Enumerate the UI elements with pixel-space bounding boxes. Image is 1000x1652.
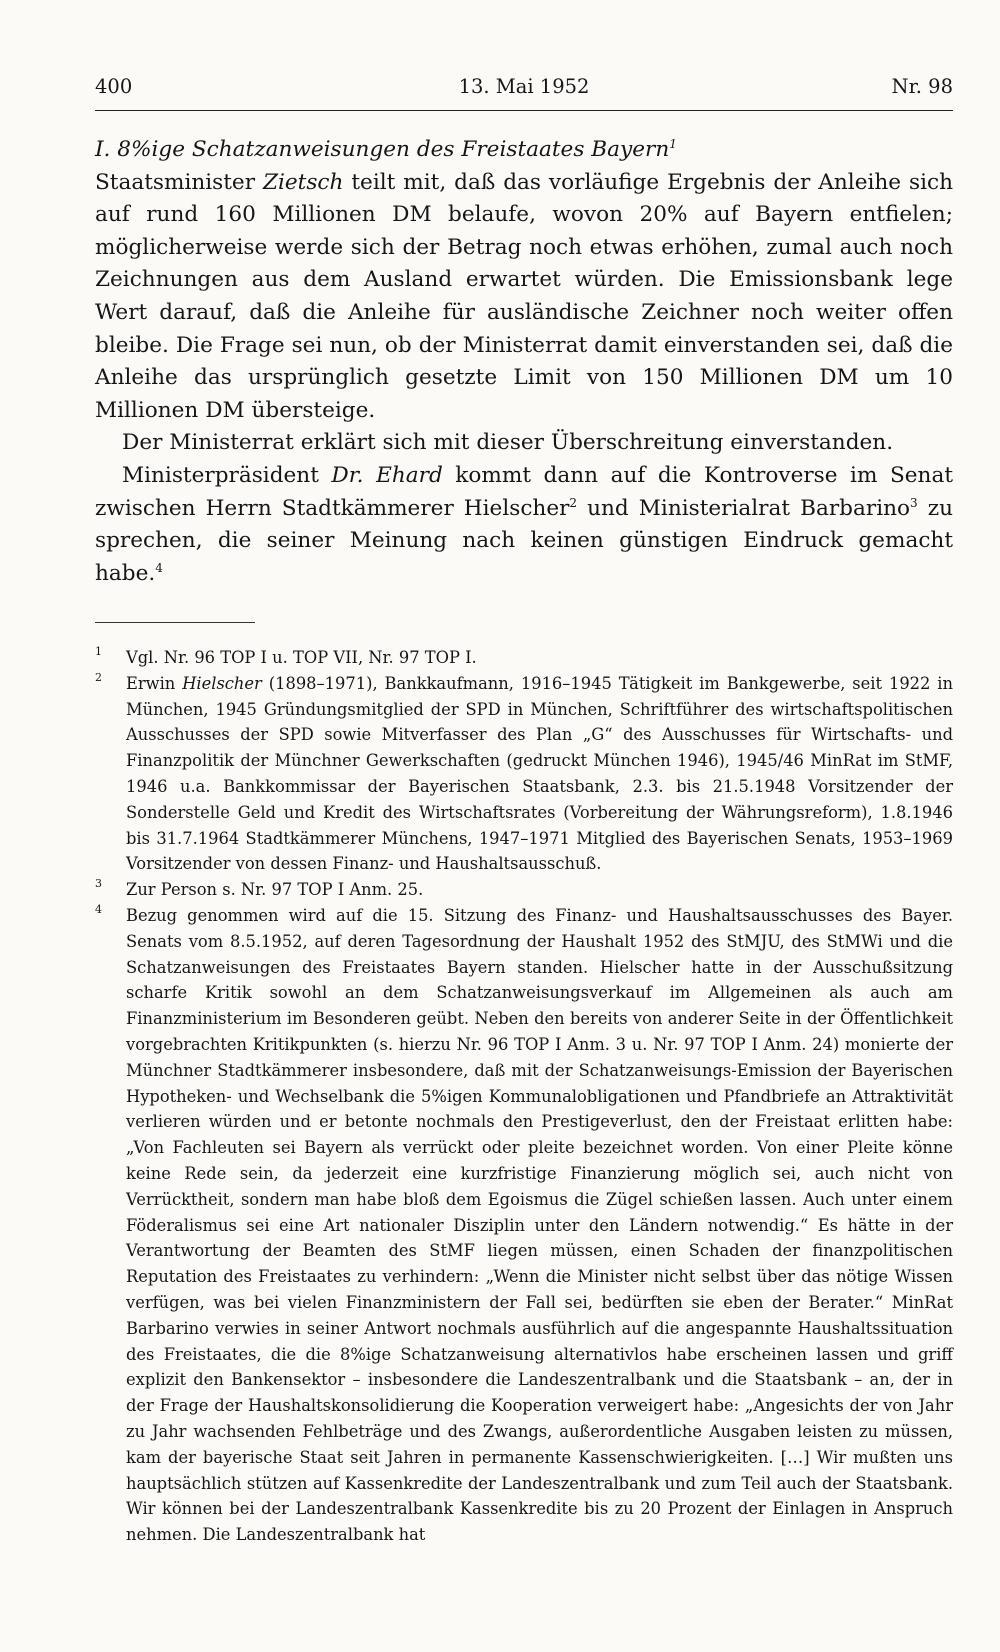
footnote-ref-4: 4 bbox=[155, 560, 163, 575]
paragraph-text: kommt dann auf die Kontroverse im Senat zwischen Herrn Stadtkämmerer Hielscher bbox=[95, 462, 953, 521]
footnote-text: Bezug genommen wird auf die 15. Sitzung des Finanz- und Haushaltsausschusses des Bayer. Senats vom 8.5.1952, auf deren Tagesordnung der Haushalt 1952 des StMJU, des StMWi und die Schatzanweisungen des Freistaates Bayern standen. Hielscher hatte in der Ausschußsitzung scharfe Kritik sowohl an dem Schatzanweisungsverkauf im Allgemeinen als auch am Finanzministerium im Besonderen geübt. Neben den bereits von anderer Seite in der Öffentlichkeit vorgebrachten Kritikpunkten (s. hierzu Nr. 96 TOP I Anm. 3 u. Nr. 97 TOP I Anm. 24) monierte der Münchner Stadtkämmerer insbesondere, daß mit der Schatzanweisungs-Emission der Bayerischen Hypotheken- und Wechselbank die 5%igen Kommunalobligationen und Pfandbriefe an Attraktivität verlieren würden und er betonte nochmals den Prestigeverlust, den der Freistaat erlitten habe: „Von Fachleuten sei Bayern als verrückt oder pleite bezeichnet worden. Von einer Pleite könne keine Rede sein, da jederzeit eine kurzfristige Finanzierung möglich sei, auch nicht von Verrücktheit, sondern man habe bloß dem Egoismus die Zügel schießen lassen. Auch unter einem Föderalismus sei eine Art nationaler Disziplin unter den Ländern notwendig.“ Es hätte in der Verantwortung der Beamten des StMF liegen müssen, einen Schaden der finanzpolitischen Reputation des Freistaates zu verhindern: „Wenn die Minister nicht selbst über das nötige Wissen verfügen, was bei vielen Finanzministern der Fall sei, bedürften sie eben der Berater.“ MinRat Barbarino verwies in seiner Antwort nochmals ausführlich auf die angespannte Haushaltssituation des Freistaates, die die 8%ige Schatzanweisung alternativlos habe erscheinen lassen und griff explizit den Bankensektor – insbesondere die Landeszentralbank und die Staatsbank – an, der in der Frage der Haushaltskonsolidierung die Kooperation verweigert habe: „Angesichts der von Jahr zu Jahr wachsenden Fehlbeträge und des Zwangs, außerordentliche Ausgaben leisten zu müssen, kam der bayerische Staat seit Jahren in permanente Kassenschwierigkeiten. […] Wir mußten uns hauptsächlich stützen auf Kassenkredite der Landeszentralbank und zum Teil auch der Staatsbank. Wir können bei der Landeszentralbank Kassenkredite bis zu 20 Prozent der Einlagen in Anspruch nehmen. Die Landeszentralbank hat bbox=[126, 905, 953, 1545]
footnote-3 bbox=[95, 877, 953, 903]
footnote-1 bbox=[95, 645, 953, 671]
running-head bbox=[95, 75, 953, 107]
paragraph-text: zu sprechen, die seiner Meinung nach keinen günstigen Eindruck gemacht habe. bbox=[95, 495, 953, 586]
footnote-number: 2 bbox=[95, 670, 102, 684]
person-name: Dr. Ehard bbox=[331, 462, 443, 488]
session-date: 13. Mai 1952 bbox=[458, 75, 590, 98]
paragraph-ehard bbox=[95, 460, 953, 590]
footnote-prefix: Erwin bbox=[126, 673, 183, 693]
footnote-ref-2: 2 bbox=[569, 495, 578, 510]
main-text bbox=[95, 134, 953, 590]
footnote-text: Vgl. Nr. 96 TOP I u. TOP VII, Nr. 97 TOP I. bbox=[126, 648, 477, 667]
footnote-text: Zur Person s. Nr. 97 TOP I Anm. 25. bbox=[126, 880, 424, 900]
paragraph-prefix: Ministerpräsident bbox=[122, 462, 332, 488]
footnote-4 bbox=[95, 903, 953, 1548]
footnote-2 bbox=[95, 671, 953, 877]
topic-heading bbox=[95, 134, 953, 167]
footnote-number: 1 bbox=[95, 645, 102, 658]
footnote-ref-1: 1 bbox=[669, 136, 677, 151]
paragraph-text: teilt mit, daß das vorläufige Ergebnis der Anleihe sich auf rund 160 Millionen DM belaufe, wovon 20% auf Bayern entfielen; möglicherweise werde sich der Betrag noch etwas erhöhen, zumal auch noch Zeichnungen aus dem Ausland erwartet würden. Die Emissionsbank lege Wert darauf, daß die Anleihe für ausländische Zeichner noch weiter offen bleibe. Die Frage sei nun, ob der Ministerrat damit einverstanden sei, daß die Anleihe das ursprünglich gesetzte Limit von 150 Millionen DM um 10 Millionen DM übersteige. bbox=[95, 169, 953, 423]
header-rule bbox=[95, 110, 953, 111]
paragraph-prefix: Staatsminister bbox=[95, 169, 263, 195]
footnote-number: 4 bbox=[95, 902, 102, 916]
document-page bbox=[95, 0, 953, 1652]
protocol-number: Nr. 98 bbox=[891, 75, 953, 98]
paragraph-zietsch bbox=[95, 167, 953, 428]
person-name: Hielscher bbox=[182, 673, 262, 693]
topic-heading-text: I. 8%ige Schatzanweisungen des Freistaates Bayern bbox=[95, 137, 670, 162]
footnotes bbox=[95, 645, 953, 1548]
person-name: Zietsch bbox=[262, 169, 344, 195]
footnote-separator bbox=[95, 622, 255, 623]
page-number: 400 bbox=[95, 75, 133, 98]
footnote-number: 3 bbox=[95, 877, 102, 891]
paragraph-decision: Der Ministerrat erklärt sich mit dieser Überschreitung einverstanden. bbox=[122, 430, 894, 456]
paragraph-text: und Ministerialrat Barbarino bbox=[577, 495, 911, 521]
footnote-text: (1898–1971), Bankkaufmann, 1916–1945 Tätigkeit im Bankgewerbe, seit 1922 in München, 1945 Gründungsmitglied der SPD in München, Schriftführer des wirtschaftspolitischen Ausschusses der SPD sowie Mitverfasser des Plan „G“ des Ausschusses für Wirtschafts- und Finanzpolitik der Münchner Gewerkschaften (gedruckt München 1946), 1945/46 MinRat im StMF, 1946 u.a. Bankkommissar der Bayerischen Staatsbank, 2.3. bis 21.5.1948 Vorsitzender der Sonderstelle Geld und Kredit des Wirtschaftsrates (Vorbereitung der Währungsreform), 1.8.1946 bis 31.7.1964 Stadtkämmerer Münchens, 1947–1971 Mitglied des Bayerischen Senats, 1953–1969 Vorsitzender von dessen Finanz- und Haushaltsausschuß. bbox=[126, 673, 953, 874]
footnote-ref-3: 3 bbox=[910, 495, 918, 510]
